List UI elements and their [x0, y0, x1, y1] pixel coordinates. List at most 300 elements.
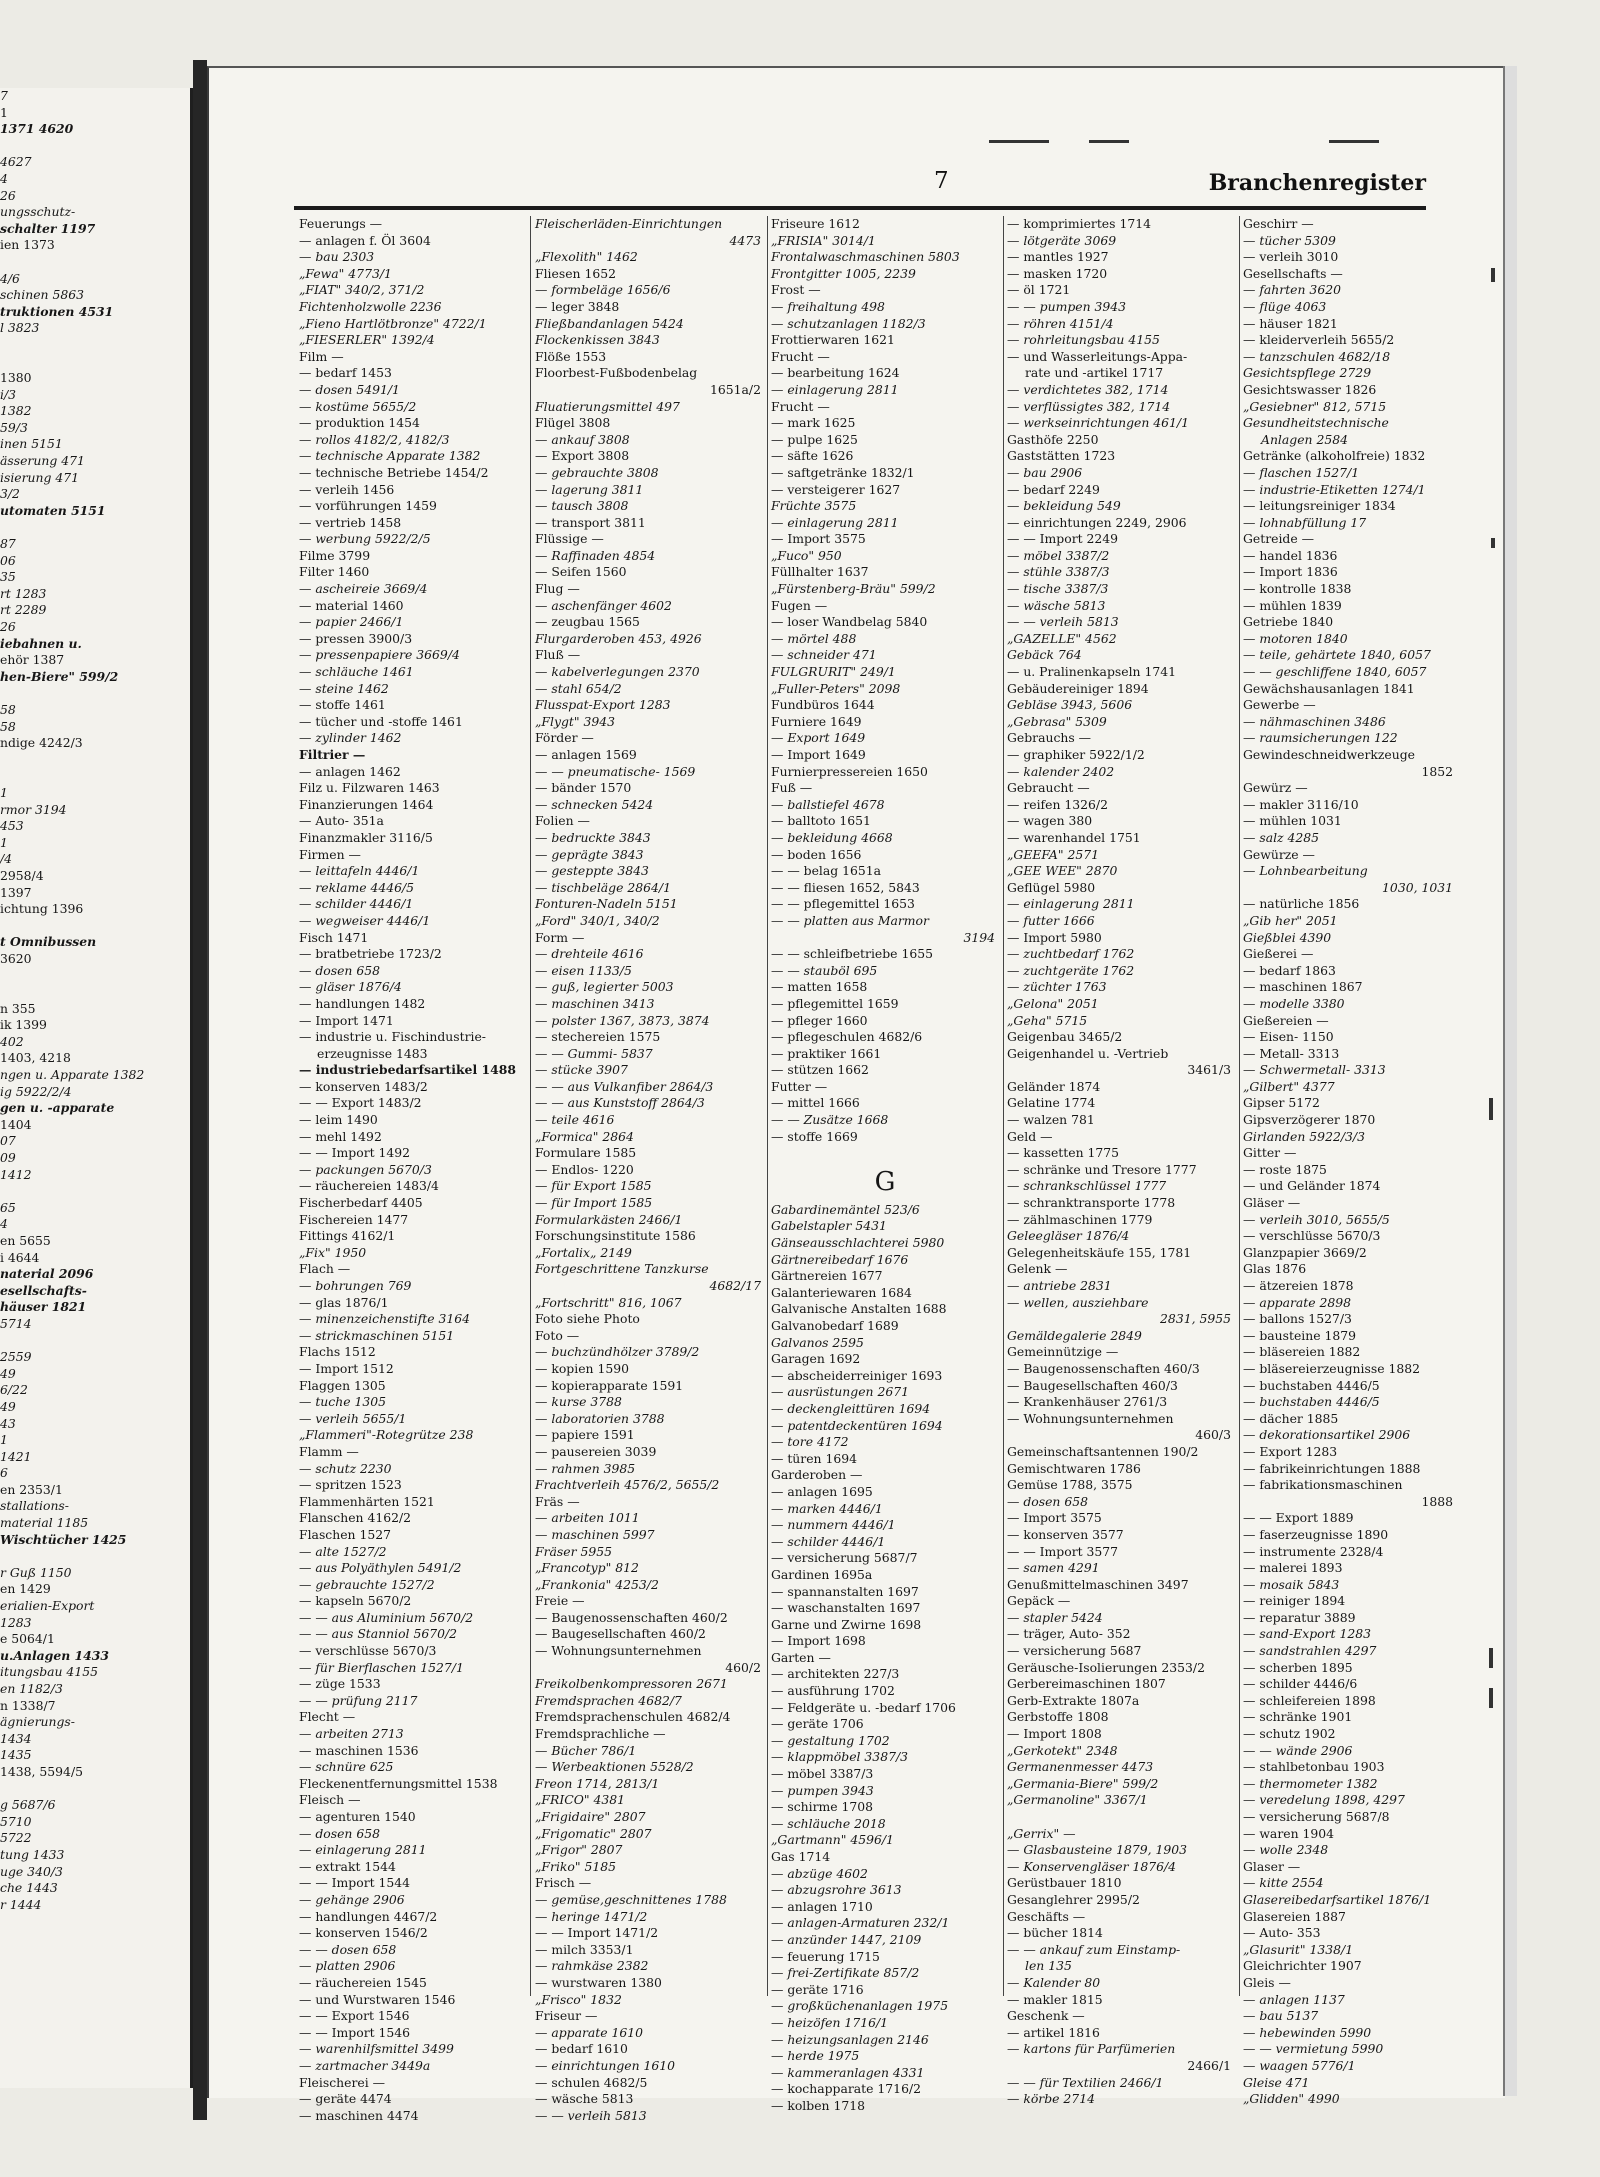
fragment-line: 1: [0, 1432, 8, 1448]
index-entry: Flach —: [299, 1261, 351, 1277]
index-entry: — formbeläge 1656/6: [535, 282, 671, 298]
index-entry: Foto siehe Photo: [535, 1311, 640, 1327]
index-entry: — kochapparate 1716/2: [771, 2081, 922, 2097]
index-entry: — sandstrahlen 4297: [1243, 1643, 1377, 1659]
index-entry: Füllhalter 1637: [771, 564, 869, 580]
index-entry: — anlagen-Armaturen 232/1: [771, 1915, 950, 1931]
index-entry: — maschinen 1867: [1243, 979, 1363, 995]
index-entry: — versteigerer 1627: [771, 481, 901, 497]
index-entry: — nähmaschinen 3486: [1243, 713, 1386, 729]
index-entry: — kartons für Parfümerien: [1007, 2041, 1176, 2057]
fragment-line: schinen 5863: [0, 287, 85, 303]
fragment-line: 49: [0, 1398, 16, 1414]
index-entry: — Krankenhäuser 2761/3: [1007, 1394, 1168, 1410]
fragment-line: n 1338/7: [0, 1697, 56, 1713]
index-entry: — Endlos- 1220: [535, 1161, 634, 1177]
index-entry: „Fortschritt" 816, 1067: [535, 1294, 682, 1310]
index-entry: — roste 1875: [1243, 1161, 1327, 1177]
index-entry: — dosen 658: [1007, 1493, 1088, 1509]
fragment-line: [0, 1548, 190, 1565]
index-entry: — — Export 1483/2: [299, 1095, 422, 1111]
index-entry: — bücher 1814: [1007, 1925, 1103, 1941]
index-entry: — Raffinaden 4854: [535, 547, 656, 563]
index-entry: — schilder 4446/1: [771, 1533, 886, 1549]
index-entry: — laboratorien 3788: [535, 1410, 665, 1426]
fragment-line: ndige 4242/3: [0, 735, 83, 751]
index-entry: — hebewinden 5990: [1243, 2024, 1372, 2040]
index-entry: — technische Betriebe 1454/2: [299, 464, 489, 480]
index-entry: — handlungen 4467/2: [299, 1908, 438, 1924]
index-entry: — Schwermetall- 3313: [1243, 1062, 1386, 1078]
fragment-line: 5710: [0, 1813, 32, 1829]
index-entry: — säfte 1626: [771, 448, 854, 464]
index-entry: — kabelverlegungen 2370: [535, 664, 700, 680]
fragment-line: n 355: [0, 1000, 36, 1016]
index-entry: — flüge 4063: [1243, 298, 1327, 314]
index-entry: — geprägte 3843: [535, 846, 644, 862]
index-entry: „GEEFA" 2571: [1007, 846, 1100, 862]
index-entry: — verleih 3010, 5655/5: [1243, 1211, 1390, 1227]
index-entry: Gepäck —: [1007, 1593, 1071, 1609]
fragment-line: en 1429: [0, 1581, 51, 1597]
fragment-line: 4/6: [0, 270, 20, 286]
index-entry: — patentdeckentüren 1694: [771, 1417, 943, 1433]
fragment-line: 1404: [0, 1116, 32, 1132]
index-entry: — motoren 1840: [1243, 630, 1348, 646]
index-entry: Fisch 1471: [299, 929, 369, 945]
index-column-5: [1243, 216, 1457, 2108]
index-entry: Gesellschafts —: [1243, 265, 1343, 281]
index-entry: — extrakt 1544: [299, 1858, 396, 1874]
index-entry: Galanteriewaren 1684: [771, 1284, 912, 1300]
index-entry: — feuerung 1715: [771, 1948, 880, 1964]
section-letter: G: [874, 1166, 896, 1197]
fragment-line: 3620: [0, 950, 32, 966]
index-entry: — Export 1283: [1243, 1443, 1338, 1459]
index-entry: — leittafeln 4446/1: [299, 863, 420, 879]
index-entry: — industriebedarfsartikel 1488: [299, 1062, 516, 1078]
index-entry: „Fewa" 4773/1: [299, 265, 392, 281]
index-entry: — arbeiten 1011: [535, 1510, 640, 1526]
index-entry: — reiniger 1894: [1243, 1593, 1346, 1609]
index-entry: — Feldgeräte u. -bedarf 1706: [771, 1699, 956, 1715]
index-entry: Gerbereimaschinen 1807: [1007, 1676, 1166, 1692]
index-entry: — ballstiefel 4678: [771, 796, 885, 812]
index-entry: — träger, Auto- 352: [1007, 1626, 1131, 1642]
index-entry: Gewürze —: [1243, 846, 1315, 862]
fragment-line: [0, 337, 190, 354]
fragment-line: [0, 254, 190, 271]
index-entry: Gebrauchs —: [1007, 730, 1092, 746]
index-entry: — steine 1462: [299, 680, 389, 696]
index-entry: — rohrleitungsbau 4155: [1007, 332, 1160, 348]
index-entry: Fleckenentfernungsmittel 1538: [299, 1775, 498, 1791]
index-entry: — — Export 1546: [299, 2008, 410, 2024]
fragment-line: [0, 768, 190, 785]
index-entry: FULGRURIT" 249/1: [771, 664, 896, 680]
index-entry: — dekorationsartikel 2906: [1243, 1427, 1411, 1443]
index-entry: — verleih 3010: [1243, 249, 1339, 265]
index-entry: „Frigor" 2807: [535, 1842, 623, 1858]
index-entry: — ballons 1527/3: [1243, 1311, 1352, 1327]
index-entry: — abzugsrohre 3613: [771, 1882, 902, 1898]
index-entry: — Baugenossenschaften 460/2: [535, 1609, 728, 1625]
index-entry: — pressenpapiere 3669/4: [299, 647, 460, 663]
index-entry: — bearbeitung 1624: [771, 365, 900, 381]
index-entry: „FIAT" 340/2, 371/2: [299, 282, 425, 298]
index-entry: Girlanden 5922/3/3: [1243, 1128, 1365, 1144]
fragment-line: 1: [0, 104, 8, 120]
index-entry: Gerbstoffe 1808: [1007, 1709, 1109, 1725]
index-entry: — anlagen 1710: [771, 1898, 873, 1914]
index-entry: „Formica" 2864: [535, 1128, 634, 1144]
index-entry: — zeugbau 1565: [535, 614, 640, 630]
index-entry: — aus Polyäthylen 5491/2: [299, 1560, 462, 1576]
fragment-line: 1397: [0, 884, 32, 900]
fragment-line: naterial 2096: [0, 1266, 94, 1282]
fragment-line: r 1444: [0, 1896, 42, 1912]
index-entry: Garderoben —: [771, 1467, 863, 1483]
index-entry: „Germanoline" 3367/1: [1007, 1792, 1148, 1808]
index-entry: — — verleih 5813: [1007, 614, 1119, 630]
fragment-line: rt 1283: [0, 585, 47, 601]
fragment-line: 09: [0, 1150, 16, 1165]
index-entry: — buchstaben 4446/5: [1243, 1394, 1380, 1410]
index-entry: — rollos 4182/2, 4182/3: [299, 431, 450, 447]
index-entry: — mosaik 5843: [1243, 1576, 1340, 1592]
index-entry: — Wohnungsunternehmen: [535, 1643, 702, 1659]
index-entry: — bedarf 2249: [1007, 481, 1100, 497]
index-entry: Filme 3799: [299, 547, 371, 563]
index-entry: — geräte 4474: [299, 2091, 392, 2107]
index-entry: Frisch —: [535, 1875, 592, 1891]
index-entry: Gemäldegalerie 2849: [1007, 1327, 1142, 1343]
index-entry: — Metall- 3313: [1243, 1045, 1340, 1061]
index-entry: Formulare 1585: [535, 1145, 637, 1161]
fragment-line: 26: [0, 619, 16, 634]
margin-mark: [1491, 538, 1495, 548]
index-entry: — kapseln 5670/2: [299, 1593, 412, 1609]
index-entry: [771, 1145, 999, 1162]
margin-mark: [1489, 1688, 1493, 1708]
fragment-line: isierung 471: [0, 469, 80, 485]
index-entry: — u. Pralinenkapseln 1741: [1007, 664, 1176, 680]
fragment-line: [0, 1183, 190, 1200]
index-entry: „Frankonia" 4253/2: [535, 1576, 659, 1592]
index-entry: — veredelung 1898, 4297: [1243, 1792, 1405, 1808]
index-entry: — mittel 1666: [771, 1095, 860, 1111]
index-entry: Fliesen 1652: [535, 265, 616, 281]
index-entry: — spannanstalten 1697: [771, 1583, 919, 1599]
fragment-line: 1412: [0, 1166, 32, 1182]
index-entry: — schilder 4446/1: [299, 896, 414, 912]
index-entry: — — pumpen 3943: [1007, 298, 1127, 314]
index-entry: — wegweiser 4446/1: [299, 912, 431, 928]
index-entry: len 135: [1025, 1958, 1072, 1974]
index-entry: Frucht —: [771, 348, 830, 364]
index-entry: — bau 2303: [299, 249, 375, 265]
index-entry: — — Gummi- 5837: [535, 1045, 653, 1061]
index-entry: — anlagen f. Öl 3604: [299, 232, 431, 248]
index-entry: — Seifen 1560: [535, 564, 627, 580]
index-entry: — geräte 1706: [771, 1716, 864, 1732]
index-entry: — malerei 1893: [1243, 1560, 1343, 1576]
index-entry: 2466/1: [1187, 2057, 1231, 2073]
index-entry: — — pflegemittel 1653: [771, 896, 915, 912]
index-entry: Getreide —: [1243, 531, 1315, 547]
index-entry: — geräte 1716: [771, 1981, 864, 1997]
fragment-line: hen-Biere" 599/2: [0, 668, 119, 684]
index-entry: — gehänge 2906: [299, 1891, 405, 1907]
index-entry: — kassetten 1775: [1007, 1145, 1120, 1161]
index-entry: — schranktransporte 1778: [1007, 1195, 1176, 1211]
fragment-line: 402: [0, 1033, 24, 1049]
page-title: Branchenregister: [1208, 170, 1426, 196]
index-entry: Flöße 1553: [535, 348, 607, 364]
index-entry: — und Geländer 1874: [1243, 1178, 1381, 1194]
index-entry: — boden 1656: [771, 846, 862, 862]
fragment-line: esellschafts-: [0, 1282, 87, 1298]
index-entry: — — fliesen 1652, 5843: [771, 879, 920, 895]
index-entry: — agenturen 1540: [299, 1809, 416, 1824]
index-entry: Glasereien 1887: [1243, 1908, 1346, 1924]
index-entry: „Geha" 5715: [1007, 1012, 1088, 1028]
index-entry: — bläsereierzeugnisse 1882: [1243, 1360, 1421, 1376]
index-entry: — pulpe 1625: [771, 431, 858, 447]
index-entry: — schläuche 2018: [771, 1815, 886, 1831]
index-entry: Forschungsinstitute 1586: [535, 1228, 696, 1244]
index-entry: — — für Textilien 2466/1: [1007, 2074, 1164, 2090]
index-entry: — einlagerung 2811: [299, 1842, 427, 1858]
index-entry: — werbung 5922/2/5: [299, 531, 431, 547]
index-entry: — guß, legierter 5003: [535, 979, 674, 995]
index-entry: — abscheiderreiniger 1693: [771, 1367, 943, 1383]
index-entry: Fräs —: [535, 1493, 580, 1509]
index-entry: Förder —: [535, 730, 594, 746]
fragment-line: e 5064/1: [0, 1631, 55, 1647]
index-entry: — kitte 2554: [1243, 1875, 1324, 1891]
fragment-line: 1: [0, 834, 8, 850]
fragment-line: en 5655: [0, 1232, 51, 1248]
index-entry: — kopierapparate 1591: [535, 1377, 684, 1393]
index-entry: „Frigomatic" 2807: [535, 1825, 652, 1841]
index-entry: Freie —: [535, 1593, 585, 1609]
index-entry: — öl 1721: [1007, 282, 1071, 298]
index-entry: 1651a/2: [710, 381, 761, 397]
index-entry: Freikolbenkompressoren 2671: [535, 1676, 728, 1692]
index-entry: 3194: [963, 929, 995, 945]
index-entry: — zählmaschinen 1779: [1007, 1211, 1153, 1227]
fragment-line: rt 2289: [0, 602, 47, 618]
index-entry: Frachtverleih 4576/2, 5655/2: [535, 1477, 720, 1493]
index-entry: — mehl 1492: [299, 1128, 382, 1144]
index-entry: Furniere 1649: [771, 713, 862, 729]
index-entry: — lohnabfüllung 17: [1243, 514, 1367, 530]
index-entry: — reifen 1326/2: [1007, 796, 1108, 812]
fragment-line: utomaten 5151: [0, 502, 106, 518]
index-entry: — — Import 1544: [299, 1875, 411, 1891]
index-entry: — — aus Aluminium 5670/2: [299, 1609, 474, 1625]
index-entry: — dosen 5491/1: [299, 381, 400, 397]
index-entry: — tore 4172: [771, 1434, 849, 1450]
index-entry: — — Zusätze 1668: [771, 1112, 889, 1128]
index-entry: — industrie u. Fischindustrie-: [299, 1029, 486, 1045]
index-entry: — platten 2906: [299, 1958, 396, 1974]
index-entry: Filtrier —: [299, 747, 366, 762]
index-entry: 4473: [729, 232, 761, 248]
index-entry: Geschirr —: [1243, 216, 1314, 231]
fragment-line: häuser 1821: [0, 1299, 87, 1315]
index-entry: Gemeinnützige —: [1007, 1344, 1119, 1360]
index-entry: — Import 3575: [1007, 1510, 1102, 1526]
index-entry: Gelenk —: [1007, 1261, 1068, 1277]
index-entry: — klappmöbel 3387/3: [771, 1749, 909, 1765]
index-entry: Gewerbe —: [1243, 697, 1316, 713]
index-entry: Glaser —: [1243, 1858, 1301, 1874]
scan-mark: [1329, 140, 1379, 143]
index-entry: — leitungsreiniger 1834: [1243, 498, 1396, 514]
fragment-line: truktionen 4531: [0, 303, 114, 319]
index-entry: — lagerung 3811: [535, 481, 644, 497]
index-entry: Geflügel 5980: [1007, 879, 1096, 895]
index-entry: — heizungsanlagen 2146: [771, 2031, 929, 2047]
index-entry: „Flygt" 3943: [535, 713, 616, 729]
index-entry: — abzüge 4602: [771, 1865, 868, 1881]
index-entry: — glas 1876/1: [299, 1294, 389, 1310]
index-entry: — dosen 658: [299, 962, 380, 978]
fragment-line: 59/3: [0, 419, 28, 435]
index-entry: 1030, 1031: [1382, 879, 1453, 895]
fragment-line: 6: [0, 1465, 8, 1481]
fragment-line: [0, 752, 190, 769]
index-entry: Gebäudereiniger 1894: [1007, 680, 1149, 696]
index-entry: Gewächshausanlagen 1841: [1243, 680, 1415, 696]
index-entry: — stahl 654/2: [535, 680, 622, 696]
fragment-line: 1403, 4218: [0, 1050, 71, 1066]
index-entry: Form —: [535, 929, 585, 945]
index-entry: — zartmacher 3449a: [299, 2057, 431, 2073]
index-entry: Fonturen-Nadeln 5151: [535, 896, 678, 912]
index-entry: — — aus Kunststoff 2864/3: [535, 1095, 705, 1111]
index-entry: Getriebe 1840: [1243, 614, 1334, 630]
index-entry: — modelle 3380: [1243, 995, 1345, 1011]
index-entry: — reklame 4446/5: [299, 879, 415, 895]
index-entry: Fremdsprachenschulen 4682/4: [535, 1709, 731, 1725]
index-entry: Gemüse 1788, 3575: [1007, 1477, 1133, 1493]
index-entry: Flaschen 1527: [299, 1526, 392, 1542]
index-entry: — anlagen 1569: [535, 747, 637, 762]
fragment-line: [0, 138, 190, 155]
index-entry: — fahrten 3620: [1243, 282, 1341, 298]
index-entry: — makler 1815: [1007, 1991, 1103, 2007]
margin-mark: [1489, 1648, 1493, 1668]
index-entry: „GEE WEE" 2870: [1007, 863, 1118, 879]
index-entry: Geschäfts —: [1007, 1908, 1086, 1924]
index-entry: — — Import 1492: [299, 1145, 411, 1161]
index-entry: — — pneumatische- 1569: [535, 763, 696, 779]
index-entry: Gläser —: [1243, 1195, 1301, 1211]
index-entry: — pflegemittel 1659: [771, 995, 899, 1011]
fragment-line: che 1443: [0, 1880, 58, 1896]
fragment-line: 6/22: [0, 1382, 28, 1398]
index-entry: — wellen, ausziehbare: [1007, 1294, 1149, 1310]
index-entry: — anlagen 1462: [299, 763, 401, 779]
fragment-line: ngen u. Apparate 1382: [0, 1067, 145, 1083]
index-entry: — herde 1975: [771, 2048, 860, 2064]
index-entry: — schrankschlüssel 1777: [1007, 1178, 1167, 1194]
index-entry: — Auto- 351a: [299, 813, 384, 829]
fragment-line: 1: [0, 784, 8, 800]
index-entry: Gelatine 1774: [1007, 1095, 1096, 1111]
index-entry: Garagen 1692: [771, 1351, 861, 1367]
index-entry: — — Import 3577: [1007, 1543, 1119, 1559]
index-entry: — balltoto 1651: [771, 813, 871, 829]
index-entry: rate und -artikel 1717: [1025, 365, 1164, 381]
index-entry: Glas 1876: [1243, 1261, 1307, 1277]
index-entry: Flecht —: [299, 1709, 356, 1725]
scan-mark: [1089, 140, 1129, 143]
index-entry: — — prüfung 2117: [299, 1692, 418, 1708]
index-entry: — kolben 1718: [771, 2097, 865, 2113]
index-entry: — handlungen 1482: [299, 995, 426, 1011]
index-entry: — antriebe 2831: [1007, 1278, 1112, 1293]
margin-mark: [1491, 268, 1495, 282]
column-divider: [767, 216, 768, 1996]
index-entry: „Gelona" 2051: [1007, 995, 1099, 1011]
index-entry: — waagen 5776/1: [1243, 2057, 1356, 2073]
index-entry: — heizöfen 1716/1: [771, 2014, 889, 2030]
index-entry: Fluatierungsmittel 497: [535, 398, 680, 414]
index-column-3: [771, 216, 999, 2115]
index-entry: — schnecken 5424: [535, 796, 654, 812]
index-entry: — kontrolle 1838: [1243, 581, 1352, 597]
index-entry: — einrichtungen 2249, 2906: [1007, 514, 1187, 530]
index-entry: Gärtnereien 1677: [771, 1268, 883, 1284]
fragment-line: 65: [0, 1199, 16, 1215]
index-entry: — saftgetränke 1832/1: [771, 464, 915, 480]
left-page-text: [0, 88, 190, 1913]
index-entry: „FIESERLER" 1392/4: [299, 332, 435, 348]
index-entry: Germanenmesser 4473: [1007, 1759, 1154, 1775]
index-entry: Filz u. Filzwaren 1463: [299, 780, 440, 796]
index-entry: „Friko" 5185: [535, 1858, 617, 1874]
fragment-line: material 1185: [0, 1515, 89, 1531]
index-entry: — — belag 1651a: [771, 863, 882, 879]
fragment-line: 87: [0, 536, 16, 552]
fragment-line: 4627: [0, 154, 32, 170]
fragment-line: gen u. -apparate: [0, 1100, 115, 1116]
index-entry: — leger 3848: [535, 298, 620, 314]
fragment-line: tung 1433: [0, 1846, 65, 1862]
fragment-line: [0, 967, 190, 984]
fragment-line: 453: [0, 818, 24, 834]
index-entry: — bausteine 1879: [1243, 1327, 1357, 1343]
index-entry: — konserven 1546/2: [299, 1925, 428, 1941]
index-entry: — Import 1649: [771, 747, 866, 762]
index-entry: — stoffe 1461: [299, 697, 386, 713]
index-entry: Geld —: [1007, 1128, 1053, 1144]
fragment-line: 2958/4: [0, 867, 44, 883]
index-entry: — schutz 1902: [1243, 1726, 1336, 1742]
index-entry: Genußmittelmaschinen 3497: [1007, 1576, 1189, 1592]
index-entry: Geigenhandel u. -Vertrieb: [1007, 1045, 1169, 1061]
index-entry: Friseur —: [535, 2008, 598, 2024]
fragment-line: 1371 4620: [0, 121, 74, 137]
index-entry: — bau 5137: [1243, 2008, 1319, 2024]
index-entry: — schränke und Tresore 1777: [1007, 1161, 1197, 1177]
index-entry: — maschinen 1536: [299, 1742, 419, 1758]
index-entry: — packungen 5670/3: [299, 1161, 432, 1177]
